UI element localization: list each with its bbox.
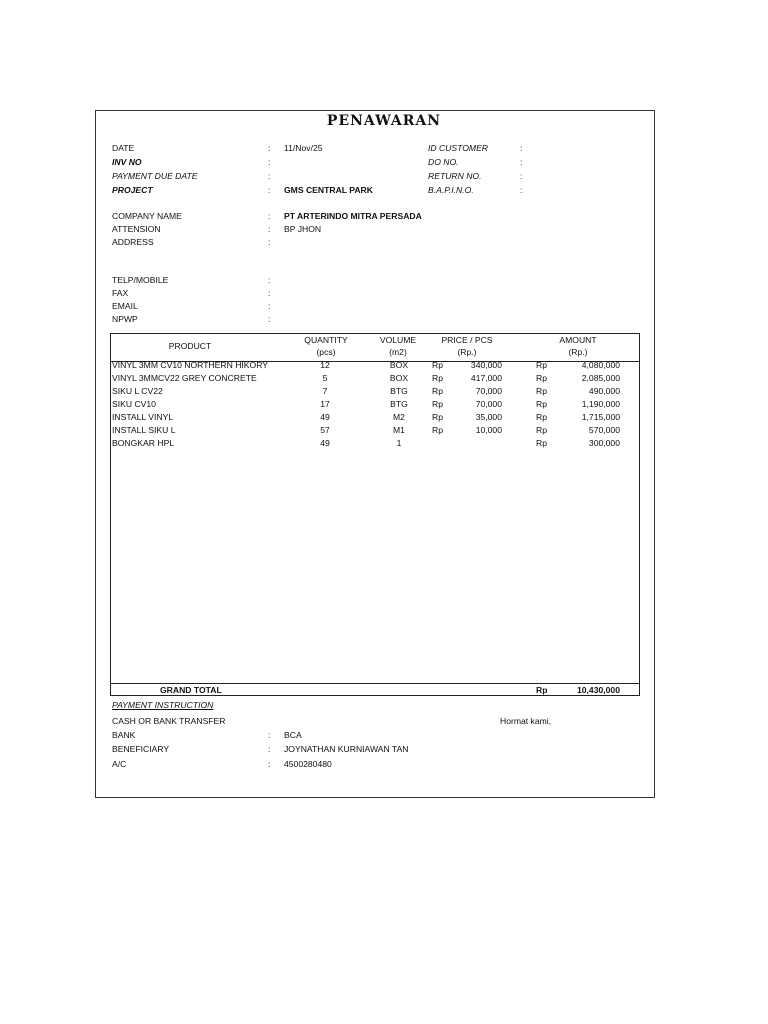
- grand-total-divider: [111, 683, 639, 684]
- attension-value: BP JHON: [284, 224, 322, 234]
- bapino-colon: :: [520, 185, 523, 195]
- row-price-currency: Rp: [432, 425, 443, 435]
- grand-total-currency: Rp: [536, 685, 548, 695]
- row-amount: 2,085,000: [581, 373, 620, 383]
- row-amount-currency: Rp: [536, 412, 547, 422]
- npwp-colon: :: [268, 314, 271, 324]
- header-quantity-unit: (pcs): [316, 347, 336, 357]
- grand-total-value: 10,430,000: [576, 685, 620, 695]
- row-amount: 1,190,000: [581, 399, 620, 409]
- bapino-label: B.A.P.I.N.O.: [428, 185, 474, 195]
- closing-text: Hormat kami,: [500, 716, 552, 726]
- row-amount-currency: Rp: [536, 386, 547, 396]
- header-price-unit: (Rp.): [457, 347, 477, 357]
- row-price: 10,000: [475, 425, 502, 435]
- fax-colon: :: [268, 288, 271, 298]
- row-volume: M2: [393, 412, 405, 422]
- row-price: 70,000: [475, 386, 502, 396]
- account-label: A/C: [112, 759, 127, 769]
- beneficiary-label: BENEFICIARY: [112, 744, 170, 754]
- payment-due-date-label: PAYMENT DUE DATE: [112, 171, 198, 181]
- row-qty: 5: [322, 373, 328, 383]
- header-amount: AMOUNT: [559, 335, 597, 345]
- row-amount: 570,000: [588, 425, 620, 435]
- date-colon: :: [268, 143, 271, 153]
- row-amount: 1,715,000: [581, 412, 620, 422]
- beneficiary-value: JOYNATHAN KURNIAWAN TAN: [284, 744, 409, 754]
- row-qty: 57: [320, 425, 330, 435]
- email-colon: :: [268, 301, 271, 311]
- row-qty: 49: [320, 412, 330, 422]
- header-product: PRODUCT: [168, 341, 212, 351]
- project-value: GMS CENTRAL PARK: [284, 185, 373, 195]
- return-no-label: RETURN NO.: [428, 171, 482, 181]
- row-price-currency: Rp: [432, 399, 443, 409]
- address-label: ADDRESS: [112, 237, 154, 247]
- header-volume-unit: (m2): [389, 347, 407, 357]
- telp-colon: :: [268, 275, 271, 285]
- row-price: 70,000: [475, 399, 502, 409]
- row-price: 340,000: [470, 360, 502, 370]
- row-product: VINYL 3MM CV10 NORTHERN HIKORY: [112, 360, 268, 370]
- project-label: PROJECT: [112, 185, 153, 195]
- company-name-value: PT ARTERINDO MITRA PERSADA: [284, 211, 422, 221]
- row-price-currency: Rp: [432, 373, 443, 383]
- company-name-colon: :: [268, 211, 271, 221]
- row-qty: 12: [320, 360, 330, 370]
- row-price: 35,000: [475, 412, 502, 422]
- row-volume: BTG: [390, 386, 408, 396]
- account-value: 4500280480: [284, 759, 332, 769]
- grand-total-label: GRAND TOTAL: [160, 685, 222, 695]
- inv-no-label: INV NO: [112, 157, 142, 167]
- row-volume: M1: [393, 425, 405, 435]
- do-no-label: DO NO.: [428, 157, 459, 167]
- row-price: 417,000: [470, 373, 502, 383]
- row-product: BONGKAR HPL: [112, 438, 175, 448]
- email-label: EMAIL: [112, 301, 138, 311]
- row-volume: BOX: [389, 360, 409, 370]
- row-volume: BTG: [390, 399, 408, 409]
- return-no-colon: :: [520, 171, 523, 181]
- fax-label: FAX: [112, 288, 129, 298]
- row-product: INSTALL VINYL: [112, 412, 174, 422]
- row-volume: BOX: [389, 373, 409, 383]
- row-amount: 300,000: [588, 438, 620, 448]
- row-amount-currency: Rp: [536, 438, 547, 448]
- do-no-colon: :: [520, 157, 523, 167]
- bank-value: BCA: [284, 730, 302, 740]
- account-colon: :: [268, 759, 271, 769]
- date-value: 11/Nov/25: [284, 143, 323, 153]
- row-amount-currency: Rp: [536, 425, 547, 435]
- row-amount-currency: Rp: [536, 373, 547, 383]
- id-customer-label: ID CUSTOMER: [428, 143, 489, 153]
- row-amount-currency: Rp: [536, 360, 547, 370]
- row-amount: 4,080,000: [581, 360, 620, 370]
- telp-label: TELP/MOBILE: [112, 275, 169, 285]
- header-amount-unit: (Rp.): [568, 347, 588, 357]
- attension-label: ATTENSION: [112, 224, 161, 234]
- payment-due-date-colon: :: [268, 171, 271, 181]
- bank-colon: :: [268, 730, 271, 740]
- bank-label: BANK: [112, 730, 136, 740]
- company-name-label: COMPANY NAME: [112, 211, 182, 221]
- row-price-currency: Rp: [432, 386, 443, 396]
- row-product: VINYL 3MMCV22 GREY CONCRETE: [112, 373, 257, 383]
- id-customer-colon: :: [520, 143, 523, 153]
- header-volume: VOLUME: [379, 335, 417, 345]
- row-product: SIKU L CV22: [112, 386, 163, 396]
- npwp-label: NPWP: [112, 314, 138, 324]
- attension-colon: :: [268, 224, 271, 234]
- row-amount: 490,000: [588, 386, 620, 396]
- address-colon: :: [268, 237, 271, 247]
- document-title: PENAWARAN: [326, 113, 442, 129]
- date-label: DATE: [112, 143, 135, 153]
- payment-method: CASH OR BANK TRANSFER: [112, 716, 226, 726]
- row-qty: 49: [320, 438, 330, 448]
- project-colon: :: [268, 185, 271, 195]
- row-volume: 1: [396, 438, 402, 448]
- beneficiary-colon: :: [268, 744, 271, 754]
- payment-instruction-heading: PAYMENT INSTRUCTION: [112, 700, 214, 710]
- row-price-currency: Rp: [432, 412, 443, 422]
- header-quantity: QUANTITY: [304, 335, 348, 345]
- row-price-currency: Rp: [432, 360, 443, 370]
- row-qty: 17: [320, 399, 330, 409]
- row-product: SIKU CV10: [112, 399, 156, 409]
- row-product: INSTALL SIKU L: [112, 425, 176, 435]
- inv-no-colon: :: [268, 157, 271, 167]
- row-amount-currency: Rp: [536, 399, 547, 409]
- header-price: PRICE / PCS: [441, 335, 493, 345]
- row-qty: 7: [322, 386, 328, 396]
